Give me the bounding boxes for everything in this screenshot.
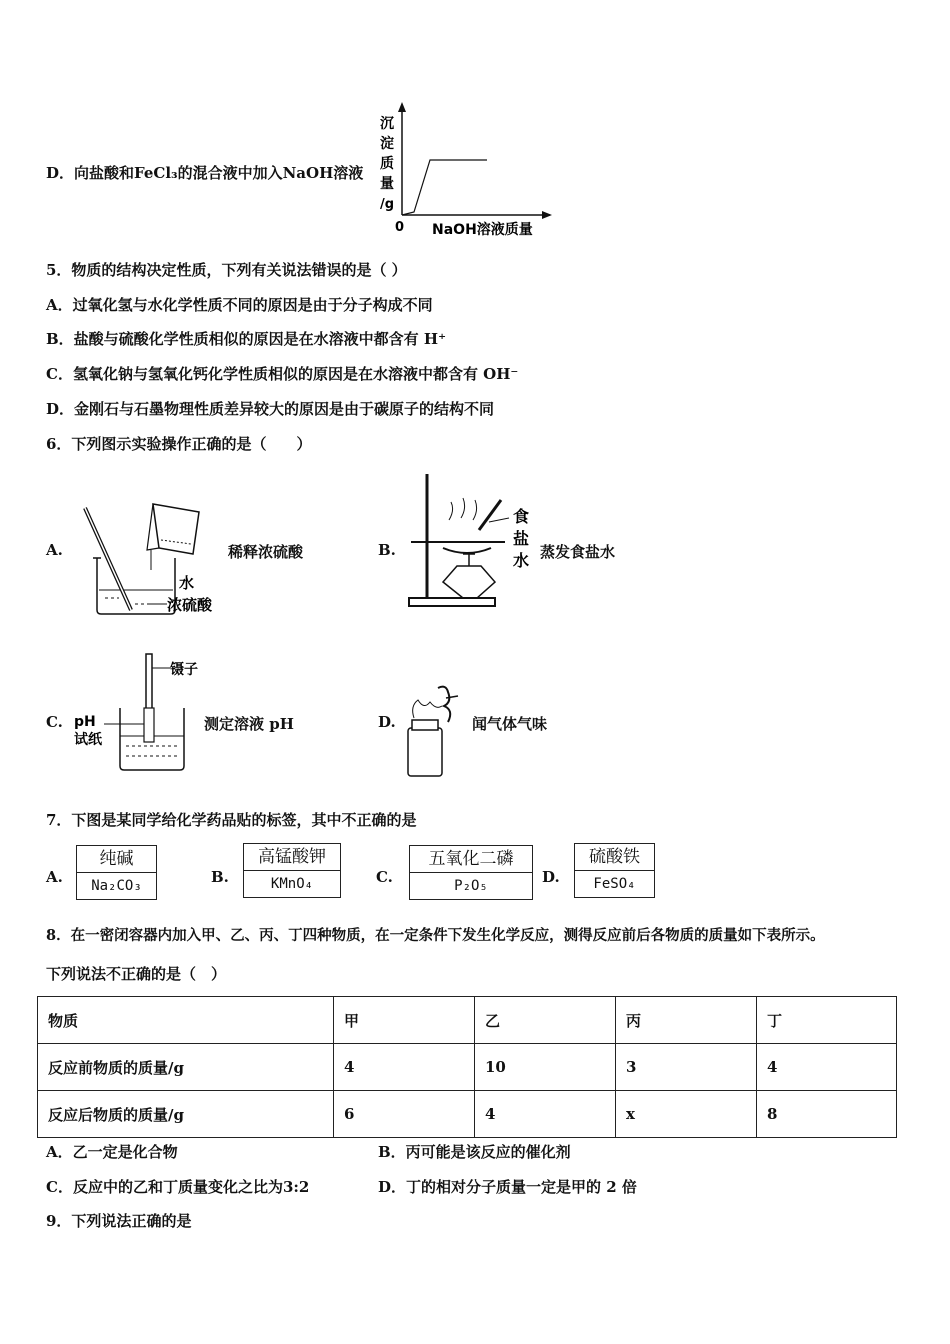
evaporation-figure [405, 470, 540, 610]
ylabel-5: /g [380, 197, 395, 212]
label-shui: 水 [513, 551, 530, 570]
q5-option-d: D．金刚石与石墨物理性质差异较大的原因是由于碳原子的结构不同 [46, 400, 495, 418]
label-ph: pH [74, 714, 96, 730]
table-cell: 物质 [38, 997, 334, 1044]
ylabel-3: 质 [380, 156, 394, 172]
table-cell: 乙 [475, 997, 616, 1044]
table-cell: 4 [475, 1091, 616, 1138]
ylabel-2: 淀 [380, 136, 394, 152]
q6-d-letter: D. [378, 713, 396, 731]
xlabel: NaOH溶液质量 [432, 222, 533, 238]
q7-c-letter: C. [376, 868, 393, 886]
label-water: 水 [179, 574, 195, 592]
table-cell: x [616, 1091, 757, 1138]
q8-stem-1: 8．在一密闭容器内加入甲、乙、丙、丁四种物质，在一定条件下发生化学反应，测得反应前后各物质的质量如下表所示。 [46, 927, 825, 944]
ph-test-figure [74, 650, 204, 775]
table-cell: 8 [757, 1091, 897, 1138]
origin-label: 0 [395, 220, 405, 235]
label-tweezers: 镊子 [170, 662, 198, 678]
q9-stem: 9．下列说法正确的是 [46, 1212, 192, 1230]
label-a-name: 纯碱 [77, 846, 156, 873]
curve [402, 160, 487, 215]
q8-option-c: C．反应中的乙和丁质量变化之比为3:2 [46, 1178, 310, 1196]
mass-table [37, 996, 897, 1138]
table-cell: 10 [475, 1044, 616, 1091]
label-d-name: 硫酸铁 [575, 844, 654, 871]
table-cell: 丁 [757, 997, 897, 1044]
q5-stem: 5．物质的结构决定性质，下列有关说法错误的是（ ） [46, 261, 407, 279]
table-cell: 4 [334, 1044, 475, 1091]
table-row [38, 1044, 897, 1091]
ylabel-4: 量 [380, 176, 394, 192]
label-yan: 盐 [513, 529, 530, 548]
y-axis-arrow [398, 102, 406, 112]
table-cell: 反应前物质的质量/g [38, 1044, 334, 1091]
table-cell: 丙 [616, 997, 757, 1044]
label-paper: 试纸 [74, 732, 102, 748]
q6-d-caption: 闻气体气味 [472, 715, 548, 733]
label-shi: 食 [513, 507, 530, 526]
label-b-name: 高锰酸钾 [244, 844, 340, 871]
q7-a-letter: A. [46, 868, 63, 886]
q5-option-c: C．氢氧化钠与氢氧化钙化学性质相似的原因是在水溶液中都含有 OH⁻ [46, 365, 519, 383]
q7-b-letter: B. [211, 868, 229, 886]
ylabel-1: 沉 [380, 116, 394, 132]
q7-stem: 7．下图是某同学给化学药品贴的标签，其中不正确的是 [46, 811, 417, 829]
q7-d-letter: D. [542, 868, 560, 886]
table-cell: 反应后物质的质量/g [38, 1091, 334, 1138]
q6-c-caption: 测定溶液 pH [204, 715, 294, 733]
label-box-b [243, 843, 341, 898]
q8-option-a: A．乙一定是化合物 [46, 1143, 178, 1161]
q6-a-letter: A. [46, 541, 63, 559]
table-cell: 甲 [334, 997, 475, 1044]
label-box-a [76, 845, 157, 900]
table-cell: 6 [334, 1091, 475, 1138]
label-a-formula: Na₂CO₃ [91, 878, 142, 894]
label-c-name: 五氧化二磷 [410, 846, 532, 873]
table-cell: 4 [757, 1044, 897, 1091]
label-b-formula: KMnO₄ [270, 876, 314, 892]
table-cell: 3 [616, 1044, 757, 1091]
q6-c-letter: C. [46, 713, 63, 731]
q4-option-d: D．向盐酸和FeCl₃的混合液中加入NaOH溶液 [46, 164, 364, 182]
q8-option-d: D．丁的相对分子质量一定是甲的 2 倍 [378, 1178, 637, 1196]
label-c-formula: P₂O₅ [454, 878, 488, 894]
q6-stem: 6．下列图示实验操作正确的是（ ） [46, 435, 312, 453]
label-conc-acid: 浓硫酸 [167, 596, 213, 614]
table-row [38, 1091, 897, 1138]
q6-b-caption: 蒸发食盐水 [540, 543, 616, 561]
label-box-c [409, 845, 533, 900]
label-box-d [574, 843, 655, 898]
table-header-row [38, 997, 897, 1044]
q8-stem-2: 下列说法不正确的是（ ） [46, 965, 227, 983]
q5-option-b: B．盐酸与硫酸化学性质相似的原因是在水溶液中都含有 H⁺ [46, 330, 446, 348]
q6-a-caption: 稀释浓硫酸 [228, 543, 304, 561]
smell-gas-figure [402, 682, 472, 780]
label-d-formula: FeSO₄ [593, 876, 636, 892]
dilute-acid-figure [75, 500, 235, 618]
q8-option-b: B．丙可能是该反应的催化剂 [378, 1143, 571, 1161]
q6-b-letter: B. [378, 541, 396, 559]
precipitate-graph [372, 100, 552, 240]
q5-option-a: A．过氧化氢与水化学性质不同的原因是由于分子构成不同 [46, 296, 433, 314]
x-axis-arrow [542, 211, 552, 219]
